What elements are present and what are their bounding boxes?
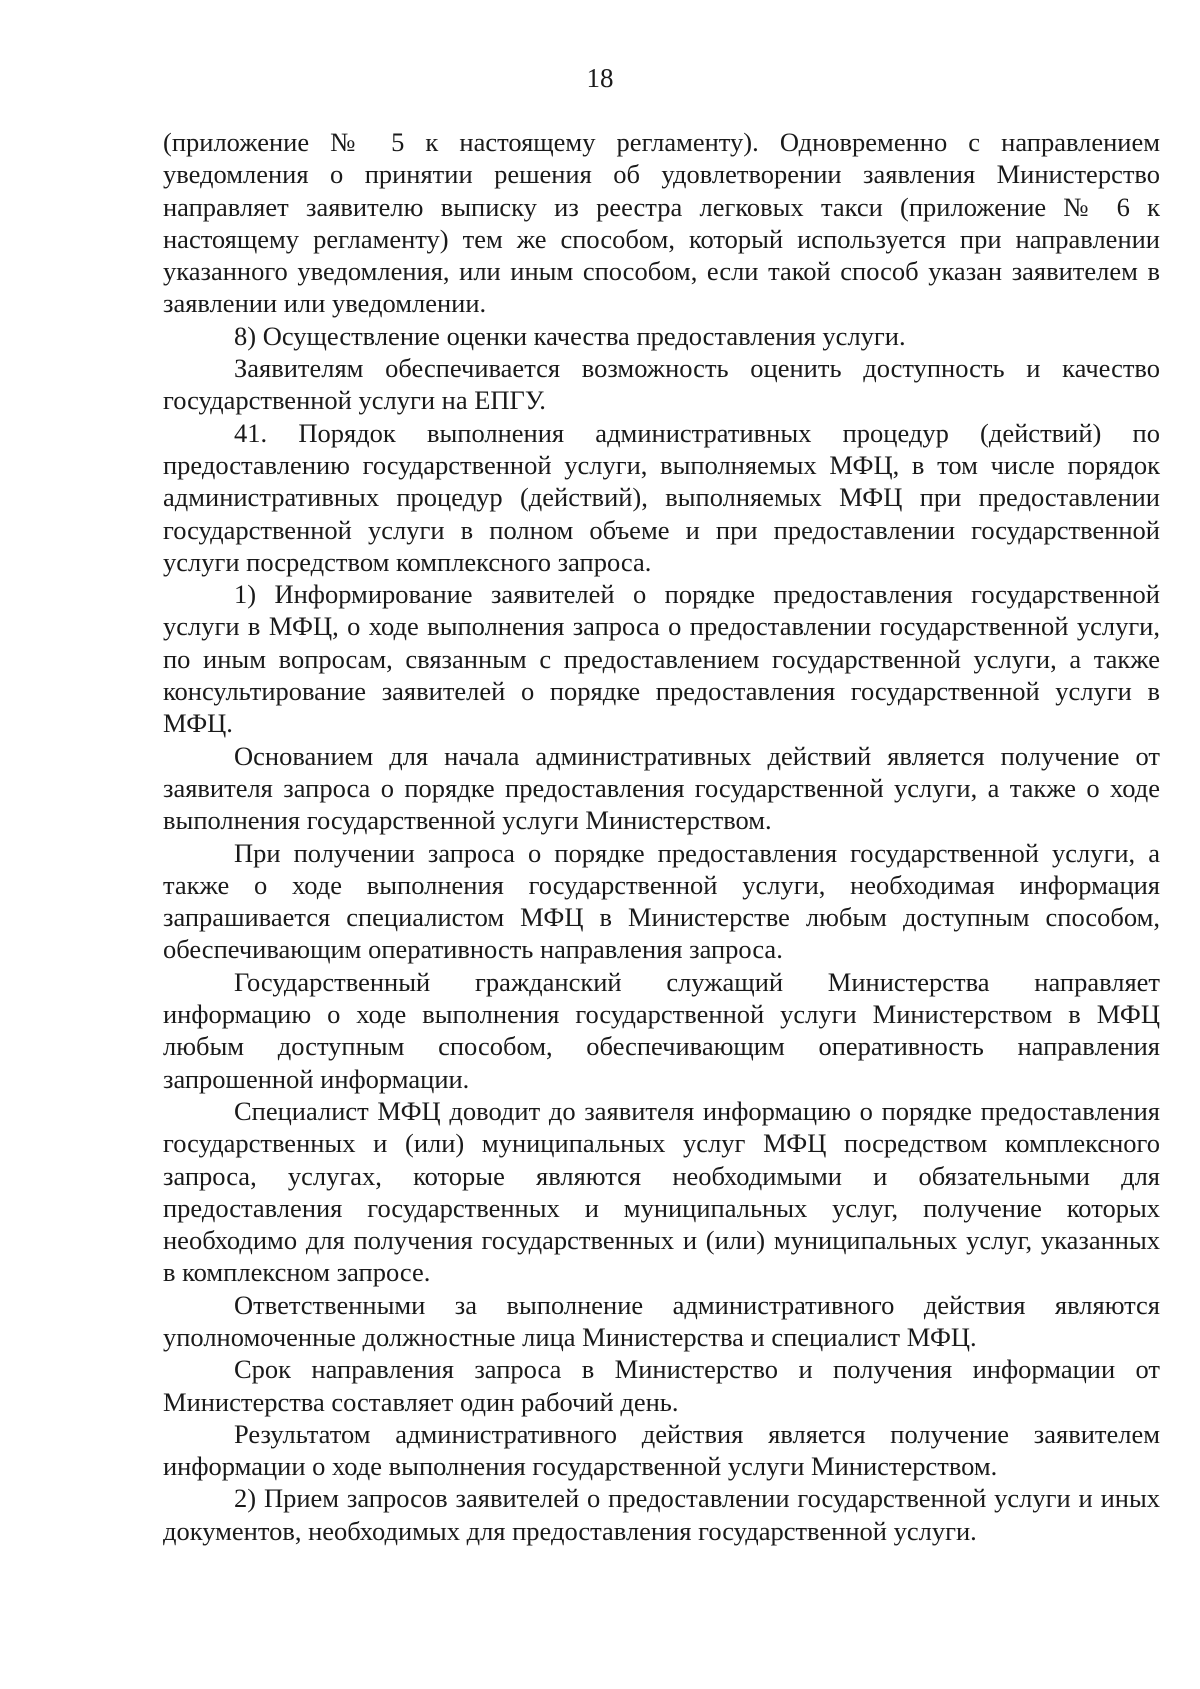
paragraph: Результатом административного действия является получение заявителем информации о ходе выполнения государственной услуги Министерством. <box>163 1418 1160 1482</box>
paragraph: 8) Осуществление оценки качества предоставления услуги. <box>234 320 906 351</box>
paragraph: (приложение № 5 к настоящему регламенту). Одновременно с направлением уведомления о принятии решения об удовлетворении заявления Министерство направляет заявителю выписку из реестра легковых такси (приложение № 6 к настоящему регламенту) тем же способом, который используется при направлении указанного уведомления, или иным способом, если такой способ указан заявителем в заявлении или уведомлении. <box>163 127 1160 319</box>
page-number: 18 <box>586 63 614 93</box>
document-body <box>163 126 1160 1547</box>
paragraph: 41. Порядок выполнения административных процедур (действий) по предоставлению государственной услуги, выполняемых МФЦ, в том числе порядок административных процедур (действий), выполняемых МФЦ при предоставлении государственной услуги в полном объеме и при предоставлении государственной услуги посредством комплексного запроса. <box>163 417 1160 577</box>
paragraph: Заявителям обеспечивается возможность оценить доступность и качество государственной услуги на ЕПГУ. <box>163 353 1160 416</box>
paragraph: Ответственными за выполнение административного действия являются уполномоченные должностные лица Министерства и специалист МФЦ. <box>163 1289 1160 1352</box>
paragraph: Специалист МФЦ доводит до заявителя информацию о порядке предоставления государственных и (или) муниципальных услуг МФЦ посредством комплексного запроса, услугах, которые являются необходимыми и обязательными для предоставления государственных и муниципальных услуг, получение которых необходимо для получения государственных и (или) муниципальных услуг, указанных в комплексном запросе. <box>163 1095 1160 1288</box>
paragraph: При получении запроса о порядке предоставления государственной услуги, а также о ходе выполнения государственной услуги, необходимая информация запрашивается специалистом МФЦ в Министерстве любым доступным способом, обеспечивающим оперативность направления запроса. <box>163 837 1160 965</box>
paragraph: 2) Прием запросов заявителей о предоставлении государственной услуги и иных документов, необходимых для предоставления государственной услуги. <box>163 1483 1160 1546</box>
paragraph: 1) Информирование заявителей о порядке предоставления государственной услуги в МФЦ, о ходе выполнения запроса о предоставлении государственной услуги, по иным вопросам, связанным с предоставлением государственной услуги, а также консультирование заявителей о порядке предоставления государственной услуги в МФЦ. <box>163 579 1160 739</box>
paragraph: Срок направления запроса в Министерство и получения информации от Министерства составляет один рабочий день. <box>163 1354 1160 1417</box>
paragraph: Государственный гражданский служащий Министерства направляет информацию о ходе выполнения государственной услуги Министерством в МФЦ любым доступным способом, обеспечивающим оперативность направления запрошенной информации. <box>163 966 1160 1094</box>
paragraph: Основанием для начала административных действий является получение от заявителя запроса о порядке предоставления государственной услуги, а также о ходе выполнения государственной услуги Министерством. <box>163 740 1160 836</box>
